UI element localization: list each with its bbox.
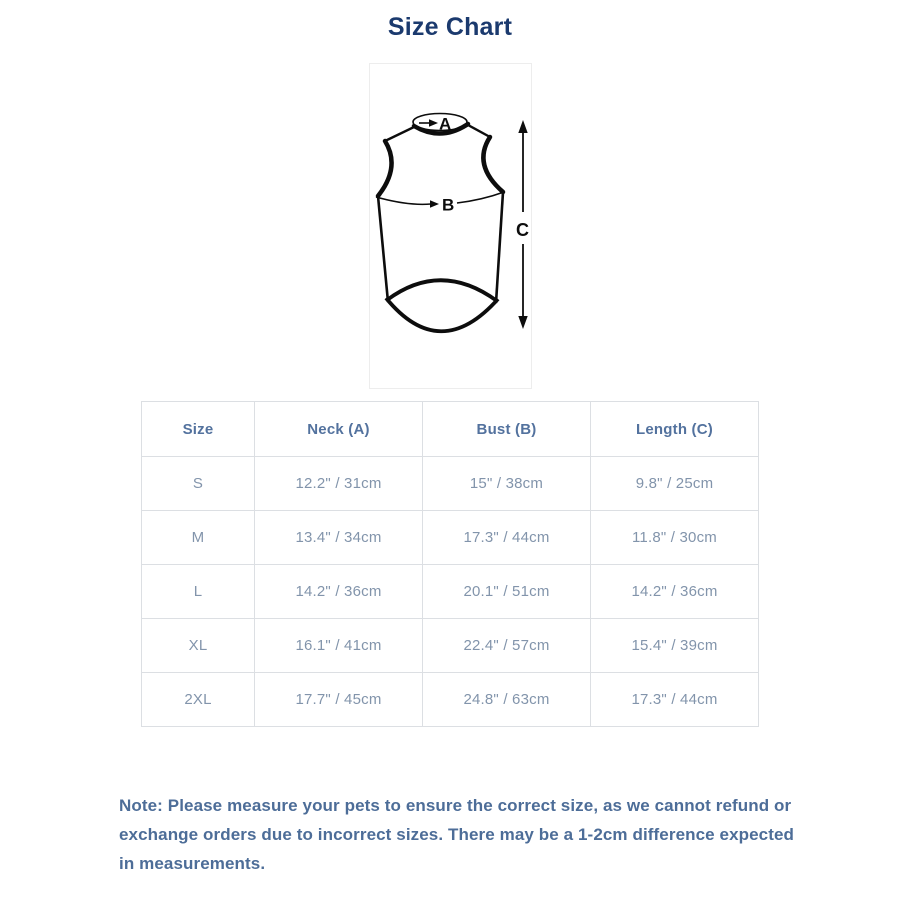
hem-lower-arc xyxy=(386,298,498,331)
table-cell: 16.1" / 41cm xyxy=(255,619,423,673)
table-cell: 20.1" / 51cm xyxy=(423,565,591,619)
table-header-size: Size xyxy=(142,402,255,457)
bust-measure-line-right xyxy=(457,192,504,203)
table-cell: 15" / 38cm xyxy=(423,457,591,511)
table-cell: 14.2" / 36cm xyxy=(591,565,759,619)
table-cell: 14.2" / 36cm xyxy=(255,565,423,619)
measurement-note: Note: Please measure your pets to ensure the correct size, as we cannot refund or exchange orders due to incorrect sizes. There may be a 1-2cm difference expected in measurements. xyxy=(119,796,795,873)
label-bust-b: B xyxy=(441,195,454,215)
length-arrowhead-up-icon xyxy=(518,120,527,133)
table-row-m xyxy=(142,511,759,565)
bust-arrowhead-icon xyxy=(430,200,439,208)
bust-measure-line-left xyxy=(376,197,431,204)
table-cell: S xyxy=(142,457,255,511)
page-title: Size Chart xyxy=(387,13,513,41)
table-cell: 24.8" / 63cm xyxy=(423,673,591,727)
right-shoulder-line xyxy=(468,125,490,137)
table-row-xl xyxy=(142,619,759,673)
table-cell: 22.4" / 57cm xyxy=(423,619,591,673)
table-cell: 17.3" / 44cm xyxy=(423,511,591,565)
neck-arrowhead-icon xyxy=(429,119,438,127)
table-cell: 12.2" / 31cm xyxy=(255,457,423,511)
table-cell: 2XL xyxy=(142,673,255,727)
table-header-length: Length (C) xyxy=(591,402,759,457)
table-cell: 15.4" / 39cm xyxy=(591,619,759,673)
label-neck-a: A xyxy=(438,114,451,134)
table-header-neck: Neck (A) xyxy=(255,402,423,457)
right-side-line xyxy=(496,192,503,303)
table-cell: L xyxy=(142,565,255,619)
table-cell: 17.7" / 45cm xyxy=(255,673,423,727)
length-arrowhead-down-icon xyxy=(518,316,527,329)
table-cell: 11.8" / 30cm xyxy=(591,511,759,565)
left-side-line xyxy=(378,196,388,302)
left-armhole-line xyxy=(378,141,392,196)
table-cell: 13.4" / 34cm xyxy=(255,511,423,565)
table-cell: XL xyxy=(142,619,255,673)
table-cell: 17.3" / 44cm xyxy=(591,673,759,727)
label-length-c: C xyxy=(515,220,529,240)
garment-diagram-svg xyxy=(370,64,533,390)
table-cell: 9.8" / 25cm xyxy=(591,457,759,511)
pet-shirt-measurement-diagram xyxy=(369,63,532,389)
table-cell: M xyxy=(142,511,255,565)
table-row-s xyxy=(142,457,759,511)
table-row-l xyxy=(142,565,759,619)
table-row-2xl xyxy=(142,673,759,727)
table-header-row xyxy=(142,402,759,457)
table-header-bust: Bust (B) xyxy=(423,402,591,457)
hem-upper-arc xyxy=(387,280,497,301)
size-table xyxy=(141,401,759,727)
right-armhole-line xyxy=(483,137,503,192)
left-shoulder-line xyxy=(385,127,414,141)
